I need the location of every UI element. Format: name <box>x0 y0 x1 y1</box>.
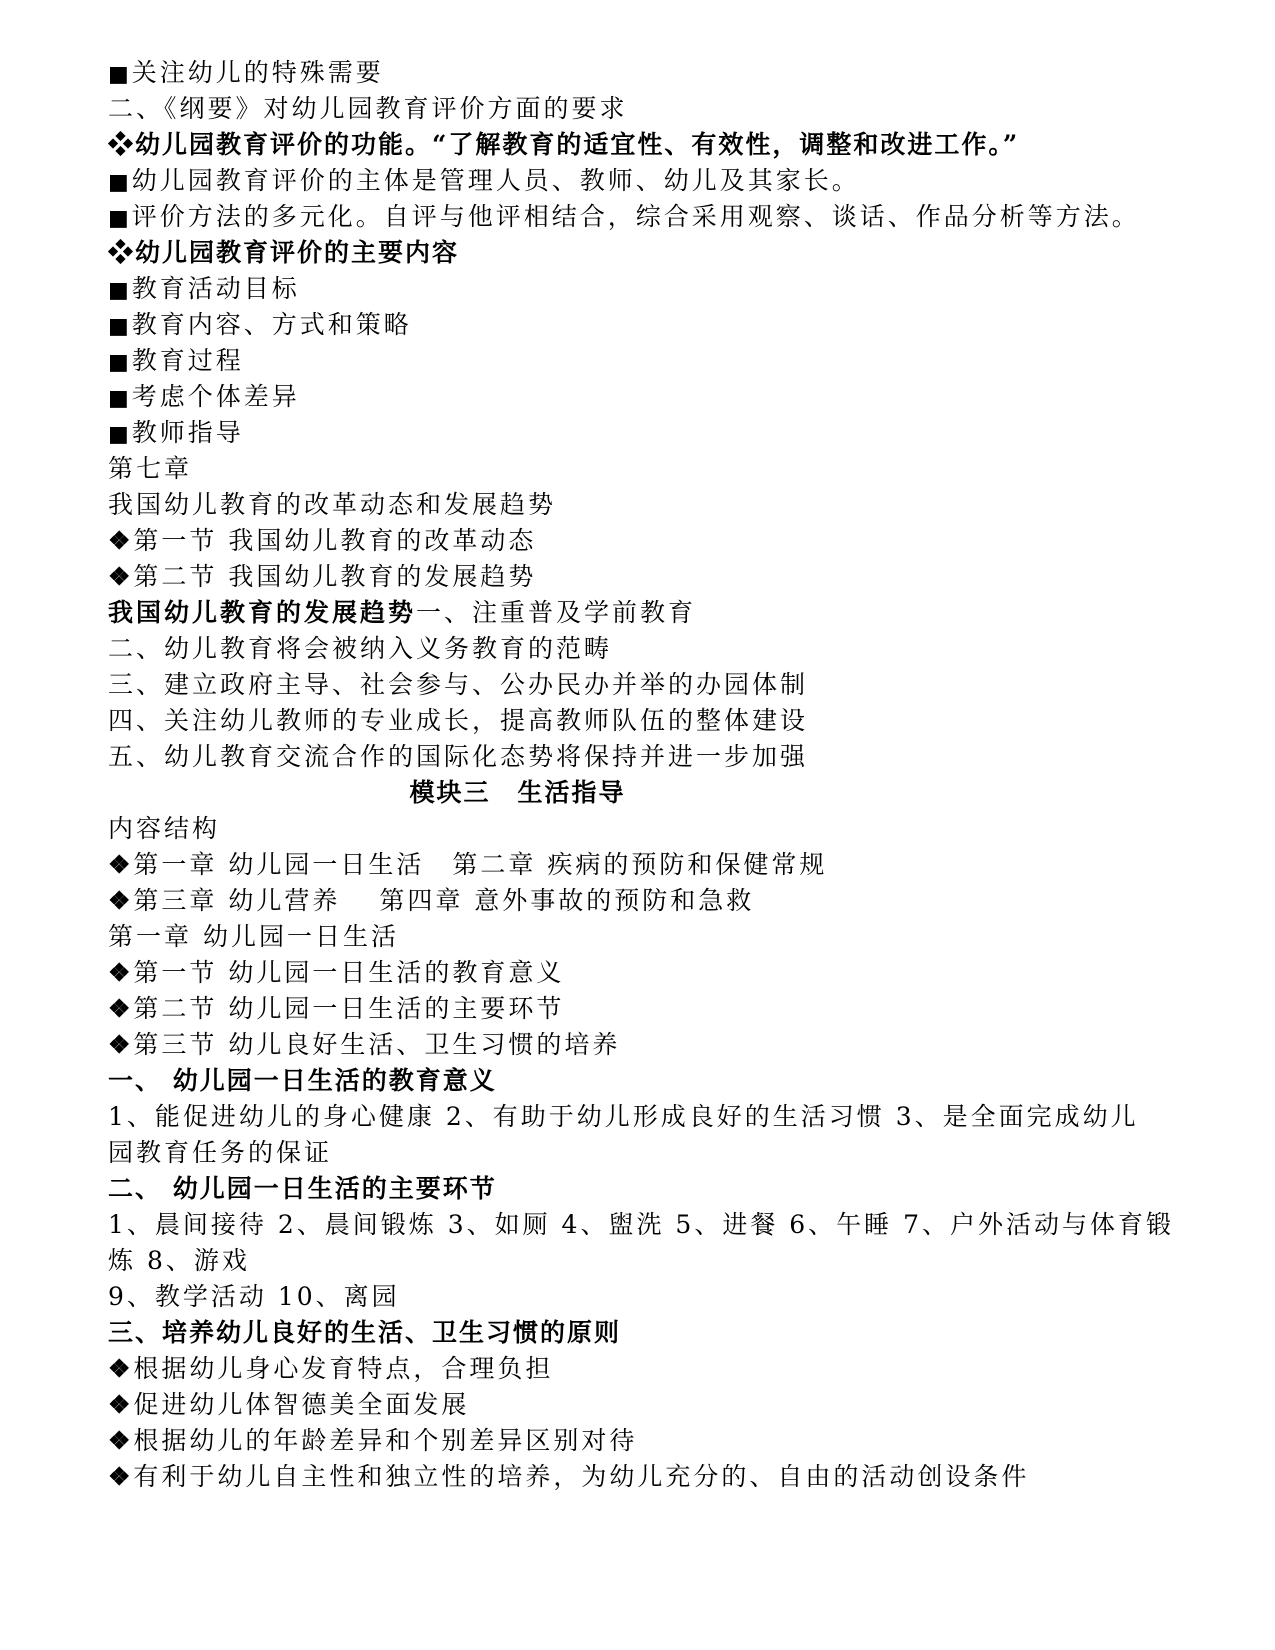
diamond-bullet-icon: ❖ <box>108 1426 134 1455</box>
line-text: 考虑个体差异 <box>131 382 300 411</box>
text-line <box>108 634 612 664</box>
diamond-bullet-icon: ❖ <box>108 886 134 915</box>
square-bullet-icon: ■ <box>108 62 132 87</box>
square-bullet-icon: ■ <box>108 314 132 339</box>
line-text: 9、教学活动 10、离园 <box>108 1282 400 1311</box>
line-text: 幼儿园教育评价的主体是管理人员、教师、幼儿及其家长。 <box>131 166 860 195</box>
square-bullet-icon: ■ <box>108 350 132 375</box>
diamond-bullet-icon: ❖ <box>108 850 134 879</box>
diamond-bullet-icon: ❖ <box>108 562 134 591</box>
line-text: 根据幼儿的年龄差异和个别差异区别对待 <box>133 1426 638 1455</box>
line-text: 第三章 幼儿营养 第四章 意外事故的预防和急救 <box>133 886 755 915</box>
text-line <box>108 1282 400 1312</box>
text-line <box>108 1426 637 1456</box>
line-text: 五、幼儿教育交流合作的国际化态势将保持并进一步加强 <box>108 742 809 771</box>
text-line <box>108 346 244 378</box>
text-line <box>108 1138 332 1168</box>
line-text: 我国幼儿教育的改革动态和发展趋势 <box>108 490 557 519</box>
heading-line <box>108 1066 497 1096</box>
line-text: 评价方法的多元化。自评与他评相结合，综合采用观察、谈话、作品分析等方法。 <box>131 202 1140 231</box>
text-line <box>108 382 300 414</box>
square-bullet-icon: ■ <box>108 386 132 411</box>
line-text: 有利于幼儿自主性和独立性的培养，为幼儿充分的、自由的活动创设条件 <box>133 1462 1030 1491</box>
text-line <box>108 922 399 952</box>
diamond-bullet-icon: ❖ <box>108 526 134 555</box>
diamond-bullet-icon: ❖ <box>108 958 134 987</box>
text-line <box>108 310 412 342</box>
text-line <box>108 1102 1139 1132</box>
line-text: 三、培养幼儿良好的生活、卫生习惯的原则 <box>108 1318 622 1347</box>
diamond-bullet-icon: ❖ <box>108 1462 134 1491</box>
line-text: 三、建立政府主导、社会参与、公办民办并举的办园体制 <box>108 670 809 699</box>
text-line <box>108 94 628 124</box>
line-text: 第二节 幼儿园一日生活的主要环节 <box>133 994 565 1023</box>
text-line <box>108 58 384 90</box>
heading-line <box>108 130 1019 160</box>
line-text: 模块三 生活指导 <box>409 778 626 807</box>
line-text: 教育活动目标 <box>131 274 300 303</box>
text-line <box>108 418 244 450</box>
text-line <box>108 166 860 198</box>
line-text: 教育过程 <box>131 346 244 375</box>
square-bullet-icon: ■ <box>108 206 132 231</box>
line-text: 二、 幼儿园一日生活的主要环节 <box>108 1174 497 1203</box>
line-text: 1、晨间接待 2、晨间锻炼 3、如厕 4、盥洗 5、进餐 6、午睡 7、户外活动与体育锻 <box>108 1210 1175 1239</box>
line-text: 第二节 我国幼儿教育的发展趋势 <box>133 562 537 591</box>
line-text: 1、能促进幼儿的身心健康 2、有助于幼儿形成良好的生活习惯 3、是全面完成幼儿 <box>108 1102 1139 1131</box>
text-line <box>108 202 1140 234</box>
line-text: 炼 8、游戏 <box>108 1246 250 1275</box>
line-text: 第一节 幼儿园一日生活的教育意义 <box>133 958 565 987</box>
diamond-bullet-icon: ❖ <box>108 238 136 267</box>
heading-line <box>108 1174 497 1204</box>
text-line <box>108 814 220 844</box>
line-text: 二、《纲要》对幼儿园教育评价方面的要求 <box>108 94 628 123</box>
text-line <box>108 706 808 736</box>
text-line <box>108 850 827 880</box>
text-line <box>108 1030 620 1060</box>
text-line <box>108 1210 1174 1240</box>
line-text: 根据幼儿身心发育特点，合理负担 <box>133 1354 554 1383</box>
inline-bold-lead: 我国幼儿教育的发展趋势 <box>108 598 417 627</box>
text-line <box>108 526 536 556</box>
line-text: 幼儿园教育评价的主要内容 <box>135 238 460 267</box>
text-line <box>108 1354 553 1384</box>
heading-line <box>108 1318 621 1348</box>
line-text: 一、注重普及学前教育 <box>416 598 697 627</box>
line-text: 教师指导 <box>131 418 244 447</box>
line-text: 二、幼儿教育将会被纳入义务教育的范畴 <box>108 634 613 663</box>
text-line <box>108 886 754 916</box>
line-text: 教育内容、方式和策略 <box>131 310 412 339</box>
text-line <box>108 958 564 988</box>
text-line <box>108 490 556 520</box>
line-text: 关注幼儿的特殊需要 <box>131 58 384 87</box>
text-line <box>108 274 300 306</box>
text-line <box>108 562 536 592</box>
square-bullet-icon: ■ <box>108 278 132 303</box>
line-text: 第七章 <box>108 454 193 483</box>
text-line <box>108 1246 250 1276</box>
line-text: 第三节 幼儿良好生活、卫生习惯的培养 <box>133 1030 621 1059</box>
line-text: 促进幼儿体智德美全面发展 <box>133 1390 470 1419</box>
text-line <box>108 670 808 700</box>
line-text: 内容结构 <box>108 814 221 843</box>
line-text: 第一节 我国幼儿教育的改革动态 <box>133 526 537 555</box>
text-line <box>108 742 808 772</box>
square-bullet-icon: ■ <box>108 170 132 195</box>
text-line <box>108 994 564 1024</box>
text-line <box>108 454 192 484</box>
heading-line <box>108 238 459 268</box>
text-line <box>108 1462 1029 1492</box>
text-line <box>108 598 696 628</box>
line-text: 第一章 幼儿园一日生活 <box>108 922 399 951</box>
diamond-bullet-icon: ❖ <box>108 130 136 159</box>
line-text: 四、关注幼儿教师的专业成长，提高教师队伍的整体建设 <box>108 706 809 735</box>
line-text: 第一章 幼儿园一日生活 第二章 疾病的预防和保健常规 <box>133 850 828 879</box>
diamond-bullet-icon: ❖ <box>108 1354 134 1383</box>
diamond-bullet-icon: ❖ <box>108 994 134 1023</box>
line-text: 一、 幼儿园一日生活的教育意义 <box>108 1066 497 1095</box>
diamond-bullet-icon: ❖ <box>108 1390 134 1419</box>
text-line <box>108 1390 469 1420</box>
section-heading <box>0 778 1035 808</box>
square-bullet-icon: ■ <box>108 422 132 447</box>
line-text: 园教育任务的保证 <box>108 1138 333 1167</box>
line-text: 幼儿园教育评价的功能。“了解教育的适宜性、有效性，调整和改进工作。” <box>135 130 1020 159</box>
diamond-bullet-icon: ❖ <box>108 1030 134 1059</box>
